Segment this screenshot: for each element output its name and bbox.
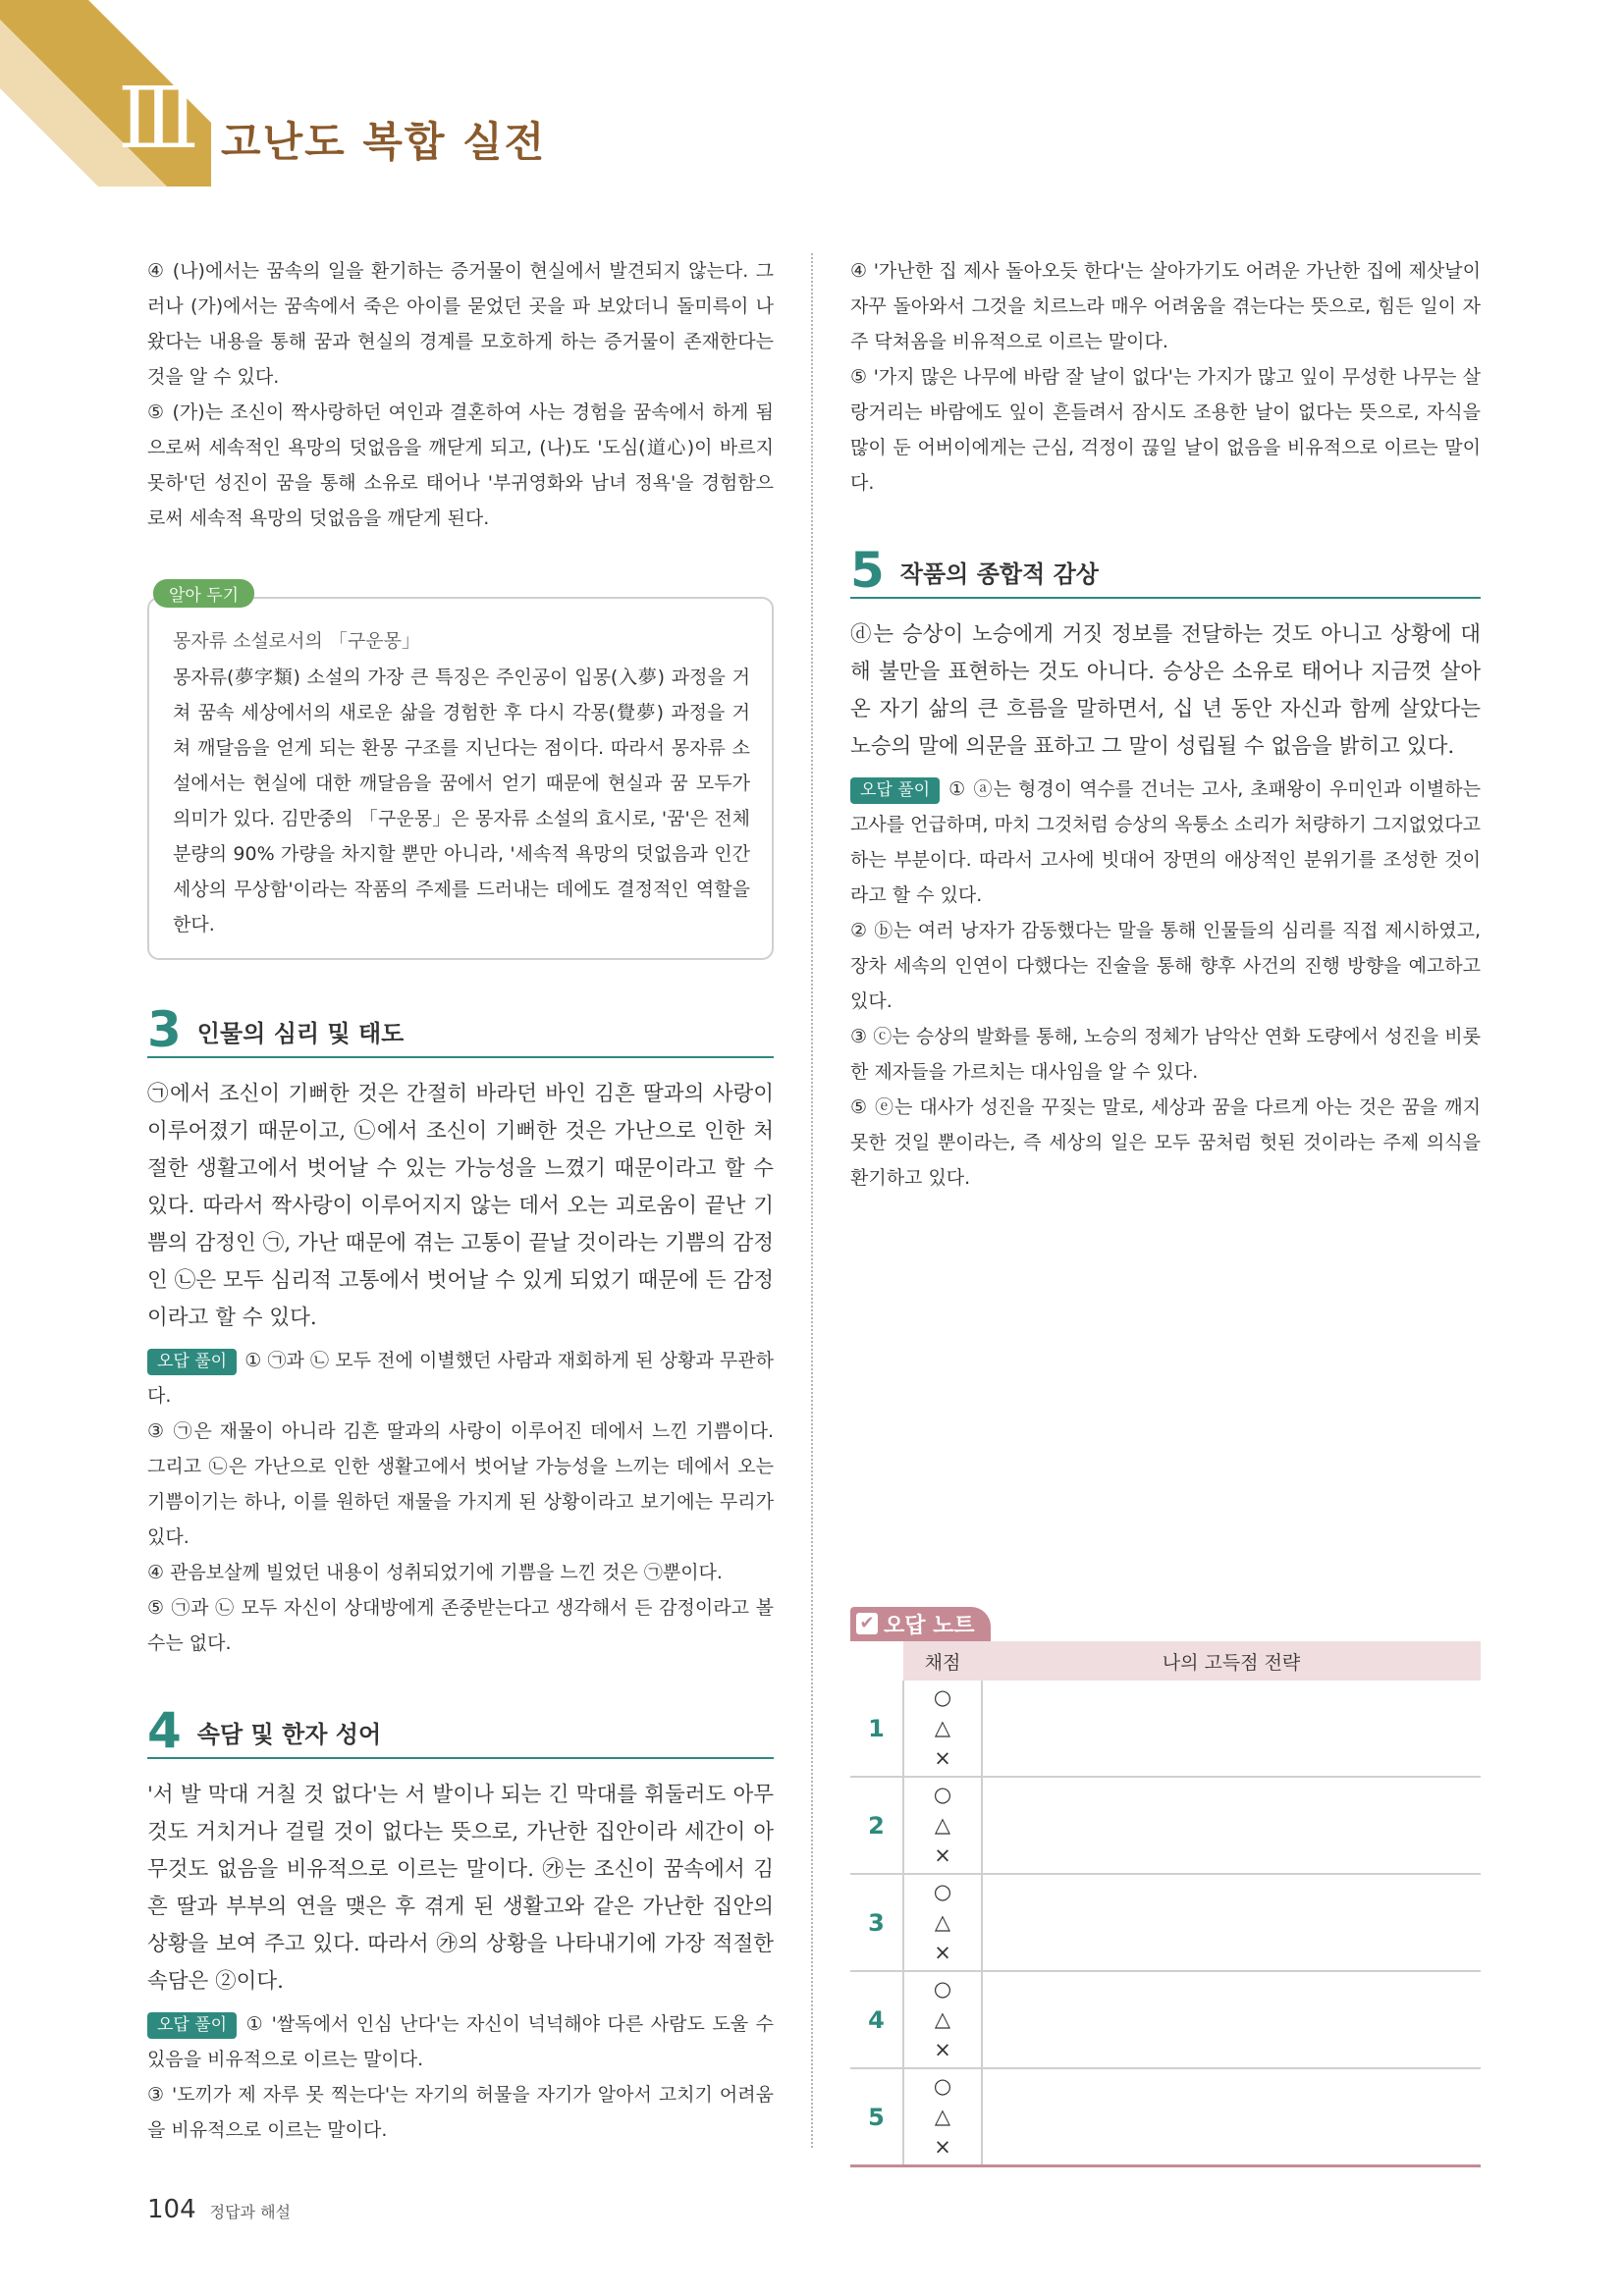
section-number: 3 <box>147 1001 182 1058</box>
explanation-text: ① ㉠과 ㉡ 모두 전에 이별했던 사람과 재회하게 된 상황과 무관하다. <box>147 1350 774 1407</box>
wrong-answer-note <box>850 1606 1481 2167</box>
explanation-text: ① '쌀독에서 인심 난다'는 자신이 넉넉해야 다른 사람도 도울 수 있음을 비유적으로 이르는 말이다. <box>147 2013 774 2070</box>
column-divider <box>811 253 813 2148</box>
question-number: 4 <box>850 1971 903 2068</box>
explanation-item: ③ ㉠은 재물이 아니라 김흔 딸과의 사랑이 이루어진 데에서 느낀 기쁨이다. 그리고 ㉡은 가난으로 인한 생활고에서 벗어날 가능성을 느끼는 데에서 오는 기쁨이기는 하나, 이를 원하던 재물을 가지게 된 상황이라고 보기에는 무리가 있다. <box>147 1420 774 1548</box>
note-row <box>850 1681 1481 1777</box>
note-row <box>850 1777 1481 1874</box>
section-title: 속담 및 한자 성어 <box>196 1721 382 1748</box>
score-marks <box>903 1971 982 2068</box>
explanation-text: ① ⓐ는 형경이 역수를 건너는 고사, 초패왕이 우미인과 이별하는 고사를 언급하며, 마치 그것처럼 승상의 옥퉁소 소리가 처량하기 그지없었다고 하는 부분이다. 따라서 고사에 빗대어 장면의 애상적인 분위기를 조성한 것이라고 할 수 있다. <box>850 778 1481 906</box>
tip-tab: 알아 두기 <box>153 579 254 608</box>
circle-mark[interactable]: ○ <box>933 1880 952 1903</box>
section-heading-3 <box>147 1001 774 1058</box>
section-title: 인물의 심리 및 태도 <box>196 1020 405 1047</box>
tip-body: 몽자류(夢字類) 소설의 가장 큰 특징은 주인공이 입몽(入夢) 과정을 거쳐 꿈속 세상에서의 새로운 삶을 경험한 후 다시 각몽(覺夢) 과정을 거쳐 깨달음을 얻게 되는 환몽 구조를 지닌다는 점이다. 따라서 몽자류 소설에서는 현실에 대한 깨달음을 꿈에서 얻기 때문에 현실과 꿈 모두가 의미가 있다. 김만중의 「구운몽」은 몽자류 소설의 효시로, '꿈'은 전체 분량의 90% 가량을 차지할 뿐만 아니라, '세속적 욕망의 덧없음과 인간 세상의 무상함'이라는 작품의 주제를 드러내는 데에도 결정적인 역할을 한다. <box>173 667 750 935</box>
triangle-mark[interactable]: △ <box>934 1716 951 1739</box>
empty-header <box>850 1641 903 1681</box>
triangle-mark[interactable]: △ <box>934 1910 951 1934</box>
circle-mark[interactable]: ○ <box>933 2074 952 2098</box>
strategy-cell[interactable] <box>982 1971 1481 2068</box>
paragraph: ④ (나)에서는 꿈속의 일을 환기하는 증거물이 현실에서 발견되지 않는다. 그러나 (가)에서는 꿈속에서 죽은 아이를 묻었던 곳을 파 보았더니 돌미륵이 나왔다는 내용을 통해 꿈과 현실의 경계를 모호하게 하는 증거물이 존재한다는 것을 알 수 있다. <box>147 260 774 388</box>
section-heading-5 <box>850 542 1481 599</box>
strategy-cell[interactable] <box>982 1777 1481 1874</box>
footer-label: 정답과 해설 <box>209 2203 292 2221</box>
wrong-answer-badge: 오답 풀이 <box>850 777 940 804</box>
strategy-header: 나의 고득점 전략 <box>982 1641 1481 1681</box>
circle-mark[interactable]: ○ <box>933 1977 952 2001</box>
explanation-item: ⑤ ㉠과 ㉡ 모두 자신이 상대방에게 존중받는다고 생각해서 든 감정이라고 볼 수는 없다. <box>147 1597 774 1654</box>
note-row <box>850 1971 1481 2068</box>
section-body: ⓓ는 승상이 노승에게 거짓 정보를 전달하는 것도 아니고 상황에 대해 불만을 표현하는 것도 아니다. 승상은 소유로 태어나 지금껏 살아온 자기 삶의 큰 흐름을 말하면서, 십 년 동안 자신과 함께 살았다는 노승의 말에 의문을 표하고 그 말이 성립될 수 없음을 밝히고 있다. <box>850 622 1481 759</box>
cross-mark[interactable]: × <box>934 1941 951 1964</box>
section-body: ㉠에서 조신이 기뻐한 것은 간절히 바라던 바인 김흔 딸과의 사랑이 이루어졌기 때문이고, ㉡에서 조신이 기뻐한 것은 가난으로 인한 처절한 생활고에서 벗어날 수 있는 가능성을 느꼈기 때문이라고 할 수 있다. 따라서 짝사랑이 이루어지지 않는 데서 오는 괴로움이 끝난 기쁨의 감정인 ㉠, 가난 때문에 겪는 고통이 끝날 것이라는 기쁨의 감정인 ㉡은 모두 심리적 고통에서 벗어날 수 있게 되었기 때문에 든 감정이라고 할 수 있다. <box>147 1082 774 1330</box>
note-row <box>850 2068 1481 2166</box>
note-tag-label: 오답 노트 <box>884 1613 975 1638</box>
note-tag <box>850 1607 991 1641</box>
wrong-answer-explanation <box>147 2006 774 2077</box>
wrong-answer-badge: 오답 풀이 <box>147 1349 237 1375</box>
explanation-item: ③ ⓒ는 승상의 발화를 통해, 노승의 정체가 남악산 연화 도량에서 성진을 비롯한 제자들을 가르치는 대사임을 알 수 있다. <box>850 1026 1481 1083</box>
question-number: 2 <box>850 1777 903 1874</box>
tip-title: 몽자류 소설로서의 「구운몽」 <box>173 630 420 652</box>
score-marks <box>903 1681 982 1777</box>
score-header: 채점 <box>903 1641 982 1681</box>
section-title: 작품의 종합적 감상 <box>899 561 1099 588</box>
section-number: 4 <box>147 1702 182 1759</box>
section-number: 5 <box>850 542 885 599</box>
wrong-answer-badge: 오답 풀이 <box>147 2012 237 2039</box>
strategy-cell[interactable] <box>982 2068 1481 2166</box>
circle-mark[interactable]: ○ <box>933 1783 952 1806</box>
paragraph: ⑤ (가)는 조신이 짝사랑하던 여인과 결혼하여 사는 경험을 꿈속에서 하게 됨으로써 세속적인 욕망의 덧없음을 깨닫게 되고, (나)도 '도심(道心)이 바르지 못하'던 성진이 꿈을 통해 소유로 태어나 '부귀영화와 남녀 정욕'을 경험함으로써 세속적 욕망의 덧없음을 깨닫게 된다. <box>147 401 774 529</box>
score-marks <box>903 1874 982 1971</box>
chapter-title: 고난도 복합 실전 <box>221 118 547 166</box>
note-header <box>850 1606 1481 1641</box>
page-footer <box>147 2195 291 2224</box>
section-body: '서 발 막대 거칠 것 없다'는 서 발이나 되는 긴 막대를 휘둘러도 아무것도 거치거나 걸릴 것이 없다는 뜻으로, 가난한 집안이라 세간이 아무것도 없음을 비유적으로 이르는 말이다. ㉮는 조신이 꿈속에서 김흔 딸과 부부의 연을 맺은 후 겪게 된 생활고와 같은 가난한 집안의 상황을 보여 주고 있다. 따라서 ㉮의 상황을 나타내기에 가장 적절한 속담은 ②이다. <box>147 1783 774 1994</box>
score-marks <box>903 1777 982 1874</box>
cross-mark[interactable]: × <box>934 2038 951 2061</box>
cross-mark[interactable]: × <box>934 1746 951 1770</box>
paragraph: ⑤ '가지 많은 나무에 바람 잘 날이 없다'는 가지가 많고 잎이 무성한 나무는 살랑거리는 바람에도 잎이 흔들려서 잠시도 조용한 날이 없다는 뜻으로, 자식을 많이 둔 어버이에게는 근심, 걱정이 끊일 날이 없음을 비유적으로 이르는 말이다. <box>850 366 1481 494</box>
explanation-item: ④ 관음보살께 빌었던 내용이 성취되었기에 기쁨을 느낀 것은 ㉠뿐이다. <box>147 1562 723 1583</box>
note-table <box>850 1641 1481 2167</box>
strategy-cell[interactable] <box>982 1874 1481 1971</box>
explanation-item: ② ⓑ는 여러 낭자가 감동했다는 말을 통해 인물들의 심리를 직접 제시하였고, 장차 세속의 인연이 다했다는 진술을 통해 향후 사건의 진행 방향을 예고하고 있다. <box>850 920 1481 1012</box>
left-column <box>147 253 774 2148</box>
explanation-item: ⑤ ⓔ는 대사가 성진을 꾸짖는 말로, 세상과 꿈을 다르게 아는 것은 꿈을 깨지 못한 것일 뿐이라는, 즉 세상의 일은 모두 꿈처럼 헛된 것이라는 주제 의식을 환기하고 있다. <box>850 1096 1481 1189</box>
paragraph: ④ '가난한 집 제사 돌아오듯 한다'는 살아가기도 어려운 가난한 집에 제삿날이 자꾸 돌아와서 그것을 치르느라 매우 어려움을 겪는다는 뜻으로, 힘든 일이 자주 닥쳐옴을 비유적으로 이르는 말이다. <box>850 260 1481 352</box>
note-row <box>850 1874 1481 1971</box>
triangle-mark[interactable]: △ <box>934 2105 951 2128</box>
section-heading-4 <box>147 1702 774 1759</box>
question-number: 1 <box>850 1681 903 1777</box>
triangle-mark[interactable]: △ <box>934 1813 951 1837</box>
question-number: 3 <box>850 1874 903 1971</box>
right-column <box>850 253 1481 1196</box>
cross-mark[interactable]: × <box>934 2135 951 2159</box>
cross-mark[interactable]: × <box>934 1843 951 1867</box>
question-number: 5 <box>850 2068 903 2166</box>
wrong-answer-explanation <box>850 772 1481 913</box>
checkbox-icon: ✔ <box>856 1613 878 1634</box>
chapter-numeral: Ⅲ <box>118 70 195 168</box>
triangle-mark[interactable]: △ <box>934 2007 951 2031</box>
explanation-item: ③ '도끼가 제 자루 못 찍는다'는 자기의 허물을 자기가 알아서 고치기 어려움을 비유적으로 이르는 말이다. <box>147 2084 774 2141</box>
score-marks <box>903 2068 982 2166</box>
page-number: 104 <box>147 2195 196 2224</box>
tip-box <box>147 586 774 960</box>
wrong-answer-explanation <box>147 1343 774 1414</box>
circle-mark[interactable]: ○ <box>933 1685 952 1709</box>
strategy-cell[interactable] <box>982 1681 1481 1777</box>
